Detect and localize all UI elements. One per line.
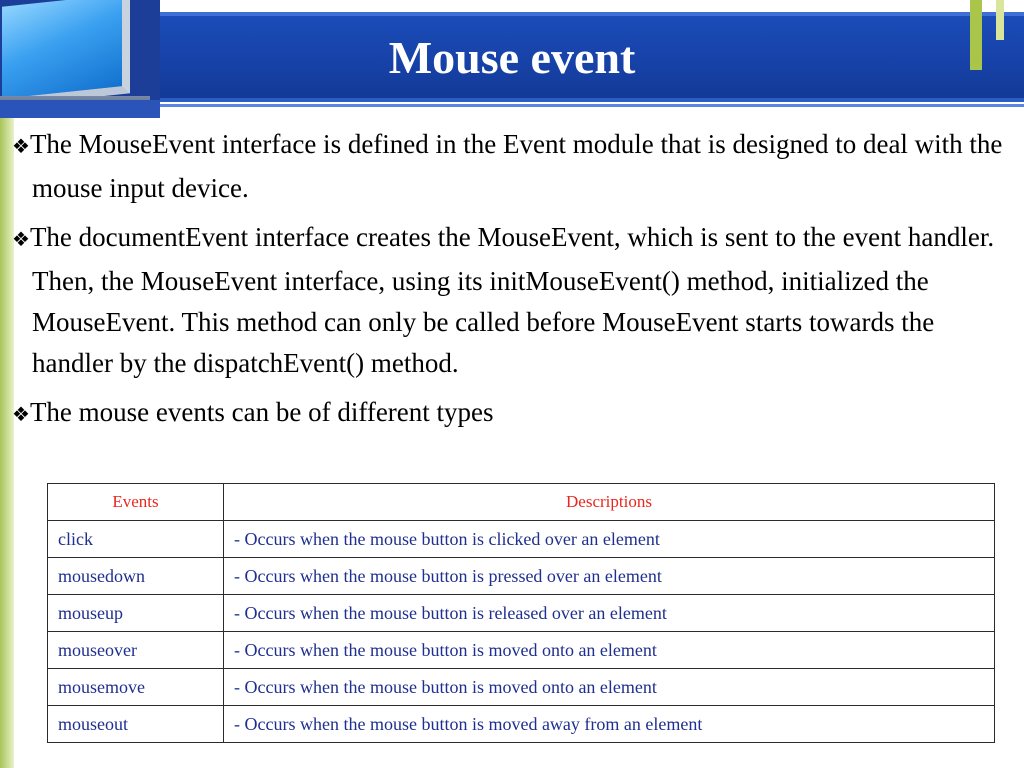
header-events: Events [48,484,224,521]
event-name-cell: mouseup [48,595,224,632]
events-table [47,483,995,743]
bullet-text: The documentEvent interface creates the MouseEvent, which is sent to the event handler. Then, the MouseEvent interface, using its initMouseEvent() method, initialized the MouseEvent. This method can only be called before MouseEvent starts towards the handler by the dispatchEvent() method. [29,222,995,378]
event-name-cell: click [48,521,224,558]
bullet-text: The mouse events can be of different types [29,397,494,427]
diamond-four-icon: ❖ [12,404,30,426]
table-row [48,669,995,706]
table-row [48,595,995,632]
event-description-cell: - Occurs when the mouse button is moved onto an element [224,669,995,706]
event-name-cell: mouseover [48,632,224,669]
table-row [48,521,995,558]
header-descriptions: Descriptions [224,484,995,521]
bullet-item [12,217,1012,384]
accent-bar [996,0,1004,40]
table-row [48,706,995,743]
event-name-cell: mousemove [48,669,224,706]
accent-bar [970,0,982,70]
diamond-four-icon: ❖ [12,136,30,158]
diamond-four-icon: ❖ [12,229,30,251]
event-description-cell: - Occurs when the mouse button is pressed over an element [224,558,995,595]
title-stripe [160,104,1024,107]
event-description-cell: - Occurs when the mouse button is moved away from an element [224,706,995,743]
bullet-text: The MouseEvent interface is defined in the Event module that is designed to deal with the mouse input device. [29,129,1003,203]
slide-title: Mouse event [388,31,636,83]
table-row [48,632,995,669]
monitor-screen [2,0,130,107]
event-name-cell: mousedown [48,558,224,595]
event-description-cell: - Occurs when the mouse button is moved onto an element [224,632,995,669]
bullet-item [12,124,1012,209]
event-description-cell: - Occurs when the mouse button is released over an element [224,595,995,632]
event-name-cell: mouseout [48,706,224,743]
slide-body [12,124,1012,444]
event-description-cell: - Occurs when the mouse button is clicked over an element [224,521,995,558]
title-stripe [160,98,1024,102]
bullet-item [12,392,1012,436]
left-header-band [0,100,160,118]
table-row [48,558,995,595]
table-header-row [48,484,995,521]
